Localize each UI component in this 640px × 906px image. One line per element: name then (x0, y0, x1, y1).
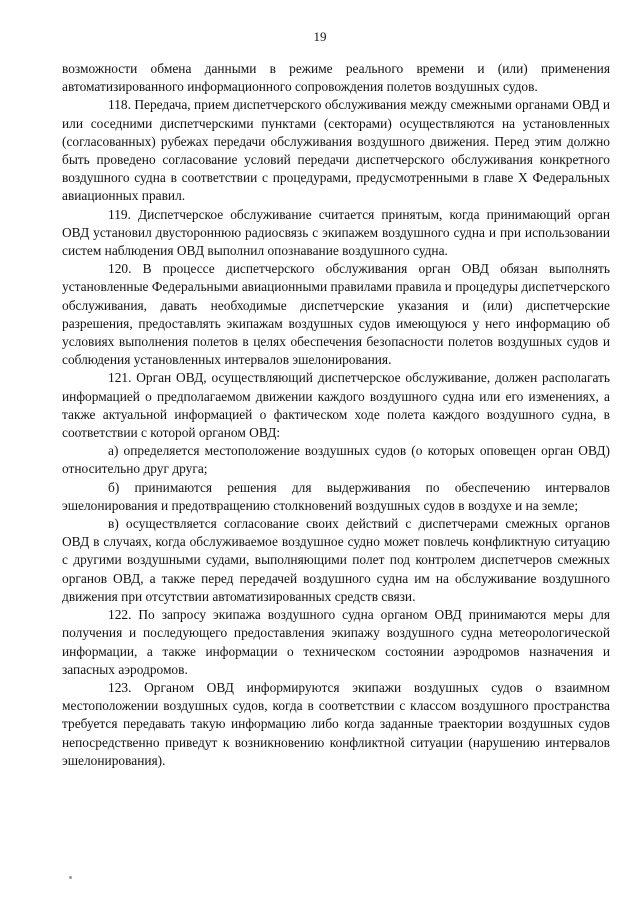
document-body (62, 60, 610, 770)
list-item-a: а) определяется местоположение воздушных судов (о которых оповещен орган ОВД) относительно друг друга; (62, 443, 610, 477)
page-number: 19 (313, 29, 327, 44)
paragraph-119: 119. Диспетчерское обслуживание считается принятым, когда принимающий орган ОВД установил двустороннюю радиосвязь с экипажем воздушного судна и при использовании систем наблюдения ОВД выполнил опознавание воздушного судна. (62, 206, 610, 259)
paragraph-120: 120. В процессе диспетчерского обслуживания орган ОВД обязан выполнять установленные Федеральными авиационными правилами правила и процедуры диспетчерского обслуживания, давать необходимые диспетчерские указания и (или) диспетчерские разрешения, предоставлять экипажам воздушных судов имеющуюся у него информацию об условиях выполнения полетов в целях обеспечения безопасности полетов воздушных судов и соблюдения установленных интервалов эшелонирования. (62, 261, 610, 368)
paragraph-118: 118. Передача, прием диспетчерского обслуживания между смежными органами ОВД и или соседними диспетчерскими пунктами (секторами) осуществляются на установленных (согласованных) рубежах передачи обслуживания воздушного движения. Перед этим должно быть проведено согласование условий передачи диспетчерского обслуживания конкретного воздушного судна в соответствии с процедурами, предусмотренными в главе X Федеральных авиационных правил. (62, 97, 610, 204)
paragraph-121: 121. Орган ОВД, осуществляющий диспетчерское обслуживание, должен располагать информацией о предполагаемом движении каждого воздушного судна или его изменениях, а также актуальной информацией о фактическом ходе полета каждого воздушного судна, в соответствии с которой органом ОВД: (62, 370, 610, 441)
list-item-b: б) принимаются решения для выдерживания по обеспечению интервалов эшелонирования и предотвращению столкновений воздушных судов в воздухе и на земле; (62, 479, 610, 513)
paragraph-continuation: возможности обмена данными в режиме реального времени и (или) применения автоматизированного информационного сопровождения полетов воздушных судов. (62, 61, 610, 95)
paragraph-123: 123. Органом ОВД информируются экипажи воздушных судов о взаимном местоположении воздушных судов, когда в соответствии с классом воздушного пространства требуется передавать такую информацию либо когда заданные траектории воздушных судов непосредственно приведут к возникновению конфликтной ситуации (нарушению интервалов эшелонирования). (62, 679, 610, 768)
list-item-v: в) осуществляется согласование своих действий с диспетчерами смежных органов ОВД в случаях, когда обслуживаемое воздушное судно может повлечь конфликтную ситуацию с другими воздушными судами, выполняющими полет под контролем диспетчеров смежных органов ОВД, а также перед передачей воздушного судна им на обслуживание воздушного движения при отсутствии автоматизированных средств связи. (62, 516, 610, 604)
scan-speck (69, 876, 72, 879)
paragraph-122: 122. По запросу экипажа воздушного судна органом ОВД принимаются меры для получения и последующего предоставления экипажу воздушного судна метеорологической информации, а также информации о техническом состоянии аэродромов назначения и запасных аэродромов. (62, 607, 610, 677)
